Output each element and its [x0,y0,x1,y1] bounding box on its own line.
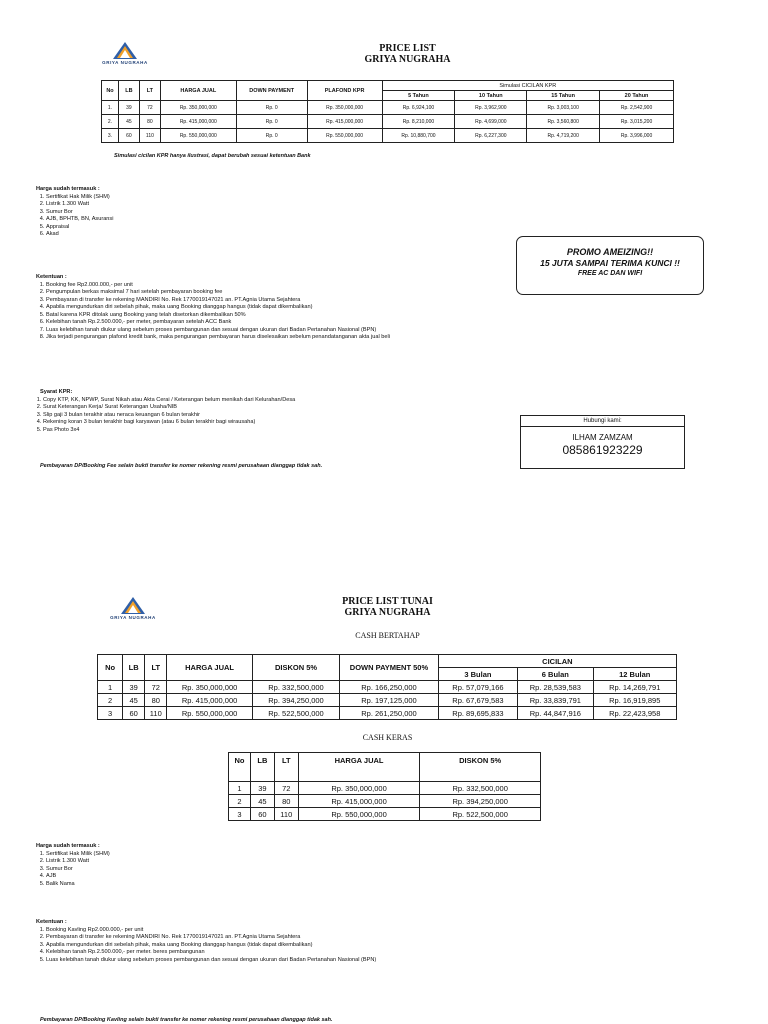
section-heading: Harga sudah termasuk : [36,843,100,849]
list-item: 2. Surat Keterangan Kerja/ Surat Keterangan Usaha/NIB [43,404,396,412]
table-cell: Rp. 8,210,000 [382,115,455,129]
table-row [229,795,541,808]
table-cell: 110 [139,129,160,143]
col-lt: LT [145,655,167,681]
list-item: 3. Sumur Bor [46,866,336,874]
table-cell: 3 [229,808,251,821]
table-cell: Rp. 522,500,000 [252,707,339,720]
col-no: No [102,81,119,101]
list-item: 2. Listrik 1.300 Watt [46,858,336,866]
table-cell: Rp. 89,695,833 [438,707,517,720]
table-cell: 3 [98,707,123,720]
payment-warning-2: Pembayaran DP/Booking Kavling selain bukti transfer ke nomer rekening resmi perusahaan dianggap tidak sah. [40,1017,333,1023]
col-no: No [98,655,123,681]
table-cell: Rp. 197,125,000 [340,694,439,707]
table-cell: Rp. 415,000,000 [167,694,252,707]
table-cell: Rp. 550,000,000 [160,129,236,143]
table-cell: 80 [139,115,160,129]
table-cell: Rp. 350,000,000 [160,101,236,115]
tunai-title-line1: PRICE LIST TUNAI [342,596,433,607]
table-cell: 39 [123,681,145,694]
table-cell: Rp. 3,003,100 [527,101,600,115]
table-row [98,681,677,694]
table-cell: Rp. 550,000,000 [167,707,252,720]
cash-keras-title: CASH KERAS [362,733,413,742]
col-lb: LB [250,753,274,782]
table-row [229,782,541,795]
list-item: 3. Sumur Bor [46,209,336,217]
list-item: 1. Booking fee Rp2.000.000,- per unit [46,282,506,290]
table-row [98,694,677,707]
list-item: 1. Booking Kavling Rp2.000.000,- per unit [46,927,506,935]
col-tenor: 15 Tahun [527,91,600,101]
payment-warning-1: Pembayaran DP/Booking Fee selain bukti transfer ke nomer rekening resmi perusahaan dianggap tidak sah. [40,463,323,469]
table-cell: Rp. 0 [236,115,307,129]
table-cell: 72 [145,681,167,694]
section-heading: Ketentuan : [36,274,67,280]
logo-mark-icon [112,41,138,61]
col-cicilan: CICILAN [438,655,676,668]
table-cell: Rp. 550,000,000 [307,129,382,143]
table-cell: Rp. 415,000,000 [307,115,382,129]
table-cell: Rp. 415,000,000 [298,795,420,808]
company-logo-tunai [108,596,158,620]
table-cell: Rp. 44,847,916 [518,707,593,720]
table-row [98,707,677,720]
table-cell: 80 [145,694,167,707]
contact-phone[interactable]: 085861923229 [562,443,643,457]
ketentuan-section-1 [36,274,506,342]
col-tenor: 10 Tahun [455,91,527,101]
table-cell: 45 [118,115,139,129]
table-cell: Rp. 6,924,100 [382,101,455,115]
table-cell: 60 [123,707,145,720]
kpr-title-line1: PRICE LIST [379,43,436,54]
tunai-title-line2: GRIYA NUGRAHA [344,607,431,618]
table-cell: 60 [250,808,274,821]
table-cell: Rp. 2,542,900 [600,101,674,115]
table-cell: 2 [98,694,123,707]
list-item: 5. Appraisal [46,224,336,232]
table-cell: 2. [102,115,119,129]
col-harga-jual: HARGA JUAL [298,753,420,782]
list-item: 4. AJB, BPHTB, BN, Asuransi [46,216,336,224]
table-cell: Rp. 3,015,200 [600,115,674,129]
table-cell: 72 [139,101,160,115]
col-diskon: DISKON 5% [420,753,541,782]
list-item: 4. Kelebihan tanah Rp.2.500.000,- per meter. beres pembangunan [46,949,506,957]
table-cell: Rp. 332,500,000 [252,681,339,694]
section-heading: Harga sudah termasuk : [36,186,100,192]
tunai-title [280,596,495,618]
table-row [102,129,674,143]
table-cell: 1 [98,681,123,694]
table-cell: 60 [118,129,139,143]
col-lt: LT [139,81,160,101]
table-cell: Rp. 28,539,583 [518,681,593,694]
table-cell: 72 [274,782,298,795]
promo-line1: PROMO AMEIZING!! [566,247,654,257]
col-lt: LT [274,753,298,782]
promo-line3: FREE AC DAN WIFI [577,270,643,277]
table-cell: Rp. 33,839,791 [518,694,593,707]
list-item: 2. Listrik 1.300 Watt [46,201,336,209]
table-row [102,101,674,115]
col-tenor: 6 Bulan [518,668,593,681]
table-cell: 45 [250,795,274,808]
logo-brand-text: GRIYA NUGRAHA [102,60,148,65]
cash-keras-table [228,752,541,821]
list-item: 5. Luas kelebihan tanah diukur ulang sebelum proses pembangunan dan sesuai dengan ukuran dari Badan Pertanahan Nasional (BPN) [46,957,506,965]
logo-mark-icon [120,596,146,616]
col-diskon: DISKON 5% [252,655,339,681]
table-cell: Rp. 22,423,958 [593,707,676,720]
list-item: 2. Pembayaran di transfer ke rekening MANDIRI No. Rek 1770019147021 an. PT.Agnia Utama Sejahtera [46,934,506,942]
table-cell: Rp. 3,962,900 [455,101,527,115]
logo-brand-text: GRIYA NUGRAHA [110,615,156,620]
syarat-kpr-section [36,389,396,434]
table-cell: Rp. 16,919,895 [593,694,676,707]
list-item: 3. Apabila mengundurkan diri sebelah pihak, maka uang Booking dianggap hangus (tidak dapat dikembalikan) [46,942,506,950]
col-plafond-kpr: PLAFOND KPR [307,81,382,101]
table-cell: Rp. 415,000,000 [160,115,236,129]
table-cell: 110 [274,808,298,821]
kpr-title [300,43,515,65]
list-item: 4. Apabila mengundurkan diri sebelah pihak, maka uang Booking dianggap hangus (tidak dapat dikembalikan) [46,304,506,312]
list-item: 5. Pas Photo 3x4 [43,427,396,435]
table-cell: Rp. 4,699,000 [455,115,527,129]
table-cell: Rp. 14,269,791 [593,681,676,694]
col-tenor: 3 Bulan [438,668,517,681]
kpr-title-line2: GRIYA NUGRAHA [364,54,451,65]
table-cell: Rp. 332,500,000 [420,782,541,795]
section-heading: Syarat KPR: [40,389,73,395]
table-cell: Rp. 3,996,000 [600,129,674,143]
list-item: 3. Slip gaji 3 bulan terakhir atau neraca keuangan 6 bulan terakhir [43,412,396,420]
col-harga-jual: HARGA JUAL [167,655,252,681]
harga-termasuk-section-2 [36,843,336,888]
table-row [229,808,541,821]
list-item: 2. Pengumpulan berkas maksimal 7 hari setelah pembayaran booking fee [46,289,506,297]
table-cell: Rp. 350,000,000 [167,681,252,694]
table-cell: 1. [102,101,119,115]
list-item: 8. Jika terjadi pengurangan plafond kredit bank, maka pengurangan pembayaran harus diselesaikan sebelum penandatanganan akta jual beli [46,334,506,342]
table-cell: Rp. 166,250,000 [340,681,439,694]
col-down-payment: DOWN PAYMENT [236,81,307,101]
cash-bertahap-table [97,654,677,720]
cash-bertahap-title: CASH BERTAHAP [355,631,420,640]
table-cell: 1 [229,782,251,795]
table-cell: 39 [250,782,274,795]
table-cell: Rp. 3,560,800 [527,115,600,129]
table-cell: Rp. 0 [236,101,307,115]
col-down-payment: DOWN PAYMENT 50% [340,655,439,681]
table-cell: 80 [274,795,298,808]
table-cell: Rp. 6,227,300 [455,129,527,143]
list-item: 4. AJB [46,873,336,881]
promo-box [516,236,704,295]
list-item: 5. Balik Nama [46,881,336,889]
list-item: 6. Akad [46,231,336,239]
list-item: 7. Luas kelebihan tanah diukur ulang sebelum proses pembangunan dan sesuai dengan ukuran dari Badan Pertanahan Nasional (BPN) [46,327,506,335]
col-no: No [229,753,251,782]
table-cell: Rp. 10,880,700 [382,129,455,143]
table-cell: Rp. 0 [236,129,307,143]
table-cell: 39 [118,101,139,115]
contact-name: ILHAM ZAMZAM [572,433,633,442]
col-tenor: 20 Tahun [600,91,674,101]
table-cell: 3. [102,129,119,143]
table-cell: Rp. 350,000,000 [298,782,420,795]
list-item: 6. Kelebihan tanah Rp.2.500.000,- per meter, pembayaran setelah ACC Bank [46,319,506,327]
list-item: 5. Batal karena KPR ditolak uang Booking yang telah disetorkan dikembalikan 50% [46,312,506,320]
list-item: 4. Rekening koran 3 bulan terakhir bagi karyawan (atau 6 bulan terakhir bagi wirausaha) [43,419,396,427]
promo-line2: 15 JUTA SAMPAI TERIMA KUNCI !! [540,258,680,268]
table-cell: Rp. 394,250,000 [252,694,339,707]
contact-label: Hubungi kami: [521,416,684,427]
company-logo-top [100,41,150,65]
table-cell: Rp. 550,000,000 [298,808,420,821]
table-row [102,115,674,129]
table-cell: Rp. 261,250,000 [340,707,439,720]
table-cell: Rp. 57,079,166 [438,681,517,694]
table-cell: Rp. 350,000,000 [307,101,382,115]
list-item: 1. Sertifikat Hak Milik (SHM) [46,194,336,202]
table-cell: Rp. 4,719,200 [527,129,600,143]
harga-termasuk-section-1 [36,186,336,239]
col-tenor: 5 Tahun [382,91,455,101]
table-cell: 2 [229,795,251,808]
section-heading: Ketentuan : [36,919,67,925]
col-harga-jual: HARGA JUAL [160,81,236,101]
ketentuan-section-2 [36,919,506,964]
col-tenor: 12 Bulan [593,668,676,681]
col-lb: LB [118,81,139,101]
col-lb: LB [123,655,145,681]
kpr-price-table [101,80,674,143]
contact-box [520,415,685,469]
list-item: 1. Copy KTP, KK, NPWP, Surat Nikah atau Akta Cerai / Keterangan belum menikah dari Kelurahan/Desa [43,397,396,405]
table-cell: 45 [123,694,145,707]
list-item: 1. Sertifikat Hak Milik (SHM) [46,851,336,859]
kpr-simulation-note: Simulasi cicilan KPR hanya ilustrasi, dapat berubah sesuai ketentuan Bank [114,153,311,159]
col-simulasi: Simulasi CICILAN KPR [382,81,673,91]
list-item: 3. Pembayaran di transfer ke rekening MANDIRI No. Rek 1770019147021 an. PT.Agnia Utama Sejahtera [46,297,506,305]
table-cell: Rp. 394,250,000 [420,795,541,808]
table-cell: Rp. 67,679,583 [438,694,517,707]
table-cell: 110 [145,707,167,720]
table-cell: Rp. 522,500,000 [420,808,541,821]
